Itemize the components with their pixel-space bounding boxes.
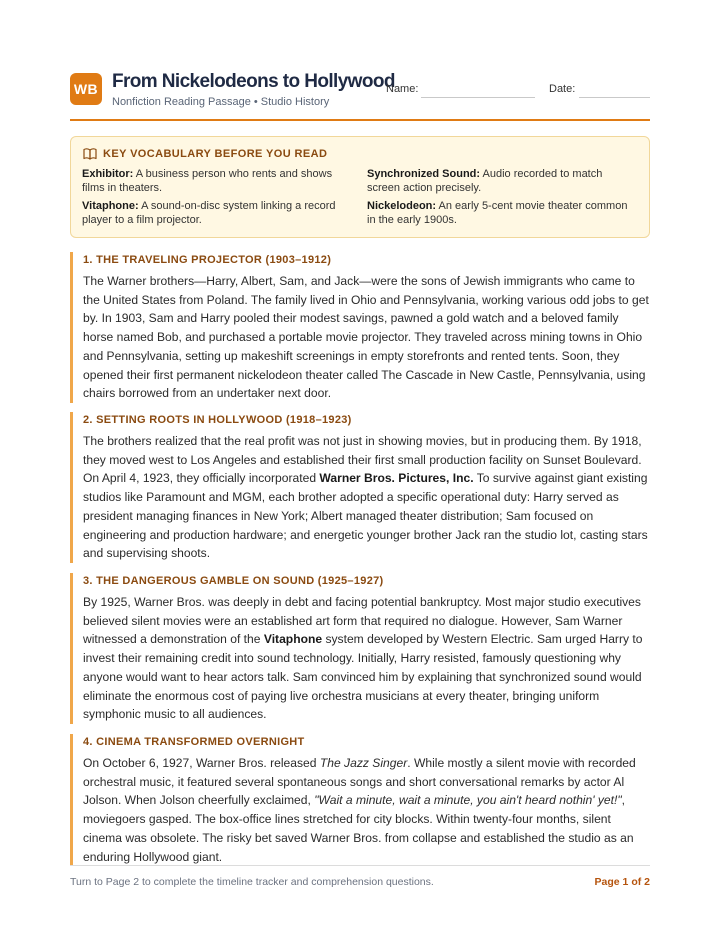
body-text: The brothers realized that the real profit was not just in showing movies, but in producing them. By 1918, they moved west to Los Angeles and established their first small production facility on Sunset Boulevard. On April 4, 1923, they officially incorporated [83, 434, 642, 486]
page-title: From Nickelodeons to Hollywood [112, 71, 395, 92]
section-cinema-transformed [70, 734, 650, 866]
date-field[interactable] [579, 97, 650, 98]
section-body: The Warner brothers—Harry, Albert, Sam, and Jack—were the sons of Jewish immigrants who came to the United States from Poland. The family lived in Ohio and Pennsylvania, working various odd jobs to get by. In 1903, Sam and Harry pooled their modest savings, pawned a gold watch and a beloved family horse named Bob, and purchased a portable movie projector. They traveled across mining towns in Ohio and Pennsylvania, setting up makeshift screenings in empty storefronts and rented tents. Soon, they opened their first permanent nickelodeon theater called The Cascade in New Castle, Pennsylvania, using chairs borrowed from an undertaker next door. [83, 274, 649, 401]
vocab-item-vitaphone [82, 199, 346, 227]
vocab-definition: An early 5-cent movie theater common in the early 1900s. [367, 200, 628, 226]
vocab-definition: A sound-on-disc system linking a record player to a film projector. [82, 200, 336, 226]
vocab-item-synchronized-sound [367, 167, 631, 195]
vocabulary-heading-text: KEY VOCABULARY BEFORE YOU READ [103, 148, 328, 160]
footer-note: Turn to Page 2 to complete the timeline tracker and comprehension questions. [70, 876, 434, 888]
body-bold-text: Warner Bros. Pictures, Inc. [319, 471, 474, 486]
header-divider [70, 119, 650, 121]
section-heading: 4. CINEMA TRANSFORMED OVERNIGHT [83, 736, 305, 748]
name-label: Name: [386, 83, 419, 95]
vocab-definition: Audio recorded to match screen action precisely. [367, 168, 603, 194]
film-title: The Jazz Singer [319, 756, 408, 770]
body-text: By 1925, Warner Bros. was deeply in debt and facing potential bankruptcy. Most major studio executives believed silent movies were an established art form that required no dialogue. However, Sam Warner witnessed a demonstration of the [83, 595, 641, 647]
section-heading: 1. THE TRAVELING PROJECTOR (1903–1912) [83, 254, 332, 266]
date-label: Date: [549, 83, 576, 95]
body-text: system developed by Western Electric. Sam urged Harry to invest their remaining credit into sound technology. Initially, Harry resisted, famously questioning why anyone would want to hear actors talk. Sam convinced him by explaining that synchronized sound would eliminate the enormous cost of paying live orchestra musicians at every theater, bringing uniform symphonic music to all audiences. [83, 632, 643, 722]
name-field[interactable] [421, 97, 535, 98]
vocabulary-heading [83, 148, 327, 160]
vocab-term: Synchronized Sound: [367, 168, 481, 180]
page-subtitle: Nonfiction Reading Passage • Studio History [112, 96, 330, 108]
quote-text: "Wait a minute, wait a minute, you ain't heard nothin' yet!" [314, 793, 622, 808]
body-text: To survive against giant existing studios like Paramount and MGM, each brother adopted a specific operational duty: Harry served as president managing finances in New York; Albert managed theater distribution; Sam focused on engineering and production hardware; and energetic younger brother Jack ran the studio lot, casting stars and supervising shoots. [83, 471, 648, 561]
body-text: . While mostly a silent movie with recorded orchestral music, it featured several spontaneous songs and short conversational remarks by actor Al Jolson. When Jolson cheerfully exclaimed, [83, 756, 636, 808]
footer-divider [70, 865, 650, 866]
section-body [83, 754, 650, 866]
section-heading: 2. SETTING ROOTS IN HOLLYWOOD (1918–1923) [83, 414, 352, 426]
vocab-definition: A business person who rents and shows films in theaters. [82, 168, 333, 194]
vocab-term: Nickelodeon: [367, 200, 437, 212]
section-body [83, 432, 650, 563]
book-icon [83, 148, 97, 160]
body-bold-text: Vitaphone [263, 632, 323, 647]
wb-logo: WB [70, 73, 102, 105]
body-text: , moviegoers gasped. The box-office lines stretched for city blocks. Within twenty-four months, silent cinema was obsolete. The risky bet saved Warner Bros. from collapse and established the studio as an enduring Hollywood giant. [83, 793, 634, 864]
section-body [83, 593, 650, 724]
vocab-item-exhibitor [82, 167, 346, 195]
vocab-item-nickelodeon [367, 199, 631, 227]
section-gamble-on-sound [70, 573, 650, 724]
page-number: Page 1 of 2 [594, 876, 650, 888]
section-heading: 3. THE DANGEROUS GAMBLE ON SOUND (1925–1927) [83, 575, 384, 587]
section-setting-roots [70, 412, 650, 563]
vocab-term: Vitaphone: [82, 200, 139, 212]
body-text: On October 6, 1927, Warner Bros. released [83, 756, 320, 770]
vocabulary-box [70, 136, 650, 238]
worksheet-header [70, 70, 650, 112]
section-traveling-projector [70, 252, 650, 403]
vocab-term: Exhibitor: [82, 168, 134, 180]
